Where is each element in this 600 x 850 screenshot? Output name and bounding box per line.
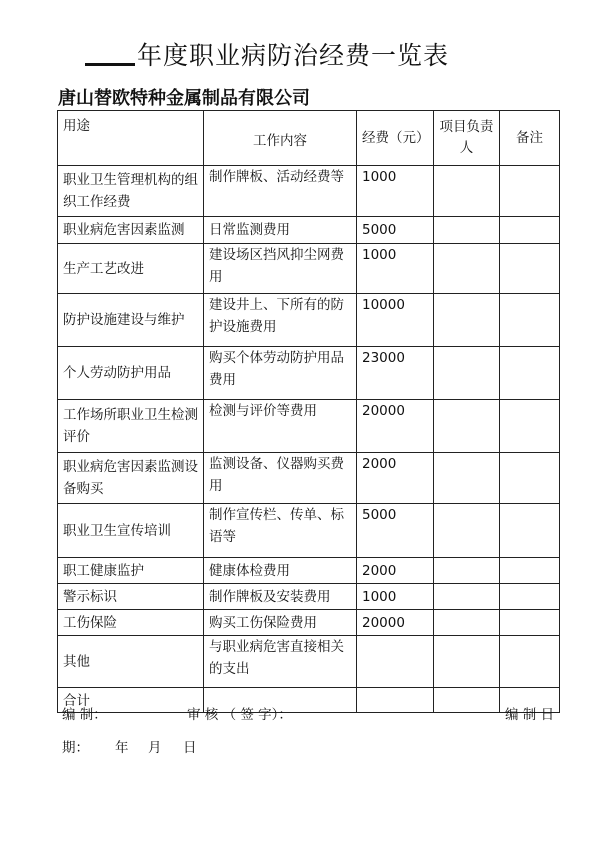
cell-owner	[434, 453, 500, 504]
cell-owner	[434, 166, 500, 217]
cell-use: 职业卫生管理机构的组织工作经费	[58, 166, 204, 217]
cell-owner	[434, 610, 500, 636]
cell-owner	[434, 558, 500, 584]
cell-content: 监测设备、仪器购买费用	[204, 453, 357, 504]
cell-content: 检测与评价等费用	[204, 400, 357, 453]
cell-owner	[434, 400, 500, 453]
cell-content: 建设场区挡风抑尘网费用	[204, 244, 357, 294]
document-title	[85, 36, 449, 72]
cell-amount	[357, 636, 434, 688]
cell-note	[500, 347, 560, 400]
cell-use: 工作场所职业卫生检测评价	[58, 400, 204, 453]
table-header-row	[58, 111, 560, 166]
cell-owner	[434, 294, 500, 347]
cell-content: 购买工伤保险费用	[204, 610, 357, 636]
cell-content: 制作牌板及安装费用	[204, 584, 357, 610]
cell-content: 日常监测费用	[204, 217, 357, 244]
cell-note	[500, 166, 560, 217]
cell-amount	[357, 688, 434, 713]
cell-use: 生产工艺改进	[58, 244, 204, 294]
footer-year-label: 年	[115, 740, 129, 756]
cell-amount: 10000	[357, 294, 434, 347]
footer-compiler-label: 编 制：	[62, 707, 107, 723]
footer-day-label: 日	[183, 740, 197, 756]
cell-note	[500, 244, 560, 294]
table-row	[58, 558, 560, 584]
document-title-text: 年度职业病防治经费一览表	[137, 41, 450, 70]
table-row	[58, 453, 560, 504]
cell-owner	[434, 688, 500, 713]
cell-note	[500, 610, 560, 636]
cell-note	[500, 453, 560, 504]
cell-use: 职业卫生宣传培训	[58, 504, 204, 558]
cell-note	[500, 294, 560, 347]
footer-month-label: 月	[148, 740, 162, 756]
cell-amount: 20000	[357, 400, 434, 453]
cell-amount: 2000	[357, 558, 434, 584]
cell-amount: 1000	[357, 584, 434, 610]
cell-owner	[434, 217, 500, 244]
cell-owner	[434, 504, 500, 558]
table-row	[58, 347, 560, 400]
cell-amount: 23000	[357, 347, 434, 400]
header-content: 工作内容	[204, 111, 357, 166]
cell-amount: 20000	[357, 610, 434, 636]
cell-owner	[434, 244, 500, 294]
cell-amount: 5000	[357, 217, 434, 244]
cell-owner	[434, 584, 500, 610]
cell-content: 与职业病危害直接相关的支出	[204, 636, 357, 688]
cell-content: 健康体检费用	[204, 558, 357, 584]
cell-note	[500, 400, 560, 453]
cell-use: 工伤保险	[58, 610, 204, 636]
cell-amount: 5000	[357, 504, 434, 558]
cell-owner	[434, 347, 500, 400]
header-note: 备注	[500, 111, 560, 166]
company-name: 唐山替欧特种金属制品有限公司	[58, 88, 310, 109]
table-row	[58, 166, 560, 217]
table-row	[58, 400, 560, 453]
cell-amount: 2000	[357, 453, 434, 504]
cell-note	[500, 636, 560, 688]
header-owner: 项目负责人	[434, 111, 500, 166]
cell-content: 制作牌板、活动经费等	[204, 166, 357, 217]
table-row	[58, 244, 560, 294]
cell-note	[500, 558, 560, 584]
title-year-blank	[85, 63, 135, 66]
footer-date-label-1: 编 制 日	[505, 707, 555, 723]
cell-use: 警示标识	[58, 584, 204, 610]
table-row	[58, 217, 560, 244]
cell-content: 购买个体劳动防护用品费用	[204, 347, 357, 400]
cell-note	[500, 217, 560, 244]
cell-note	[500, 584, 560, 610]
cell-use: 其他	[58, 636, 204, 688]
cell-amount: 1000	[357, 244, 434, 294]
table-row-total	[58, 688, 560, 713]
cell-owner	[434, 636, 500, 688]
cell-amount: 1000	[357, 166, 434, 217]
cell-use: 防护设施建设与维护	[58, 294, 204, 347]
header-use: 用途	[58, 111, 204, 166]
cell-use: 职业病危害因素监测设备购买	[58, 453, 204, 504]
footer-reviewer-label: 审 核 （ 签 字）：	[187, 707, 292, 723]
table-row	[58, 294, 560, 347]
cell-use: 个人劳动防护用品	[58, 347, 204, 400]
cell-use: 合计	[58, 688, 204, 713]
budget-table	[57, 110, 560, 713]
cell-content: 建设井上、下所有的防护设施费用	[204, 294, 357, 347]
cell-content: 制作宣传栏、传单、标语等	[204, 504, 357, 558]
cell-note	[500, 504, 560, 558]
footer-date-label-2: 期：	[62, 740, 89, 756]
table-row	[58, 636, 560, 688]
table-row	[58, 504, 560, 558]
cell-use: 职业病危害因素监测	[58, 217, 204, 244]
header-amount: 经费（元）	[357, 111, 434, 166]
table-row	[58, 610, 560, 636]
cell-use: 职工健康监护	[58, 558, 204, 584]
table-row	[58, 584, 560, 610]
